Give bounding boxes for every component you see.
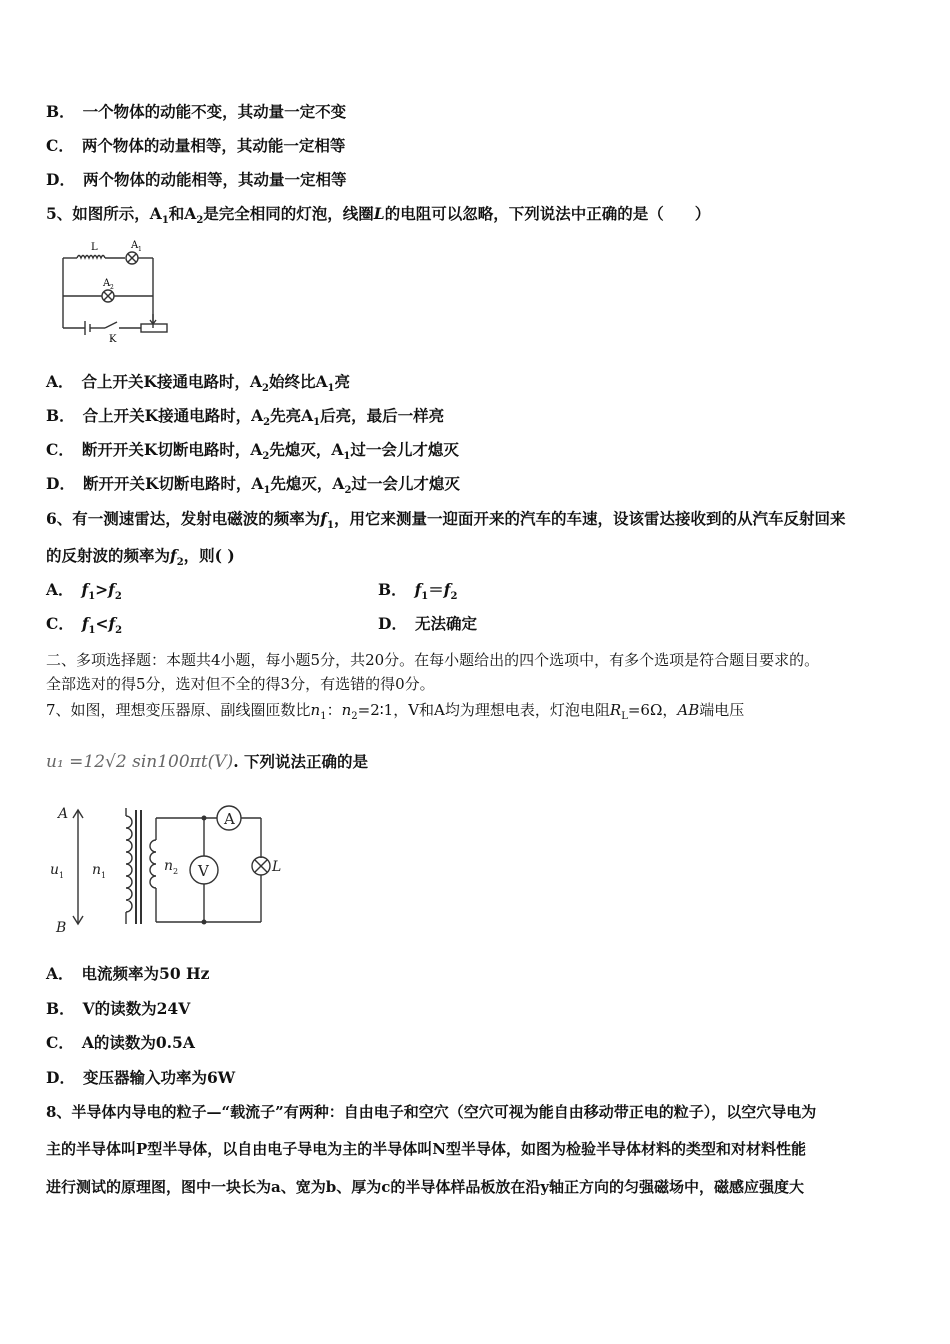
q4-option-c: C． 两个物体的动量相等，其动能一定相等 xyxy=(46,136,346,155)
lamp-label: L xyxy=(272,859,282,875)
inductor-coil xyxy=(77,256,105,259)
q7-option-d: D． 变压器输入功率为6W xyxy=(46,1068,236,1087)
svg-text:2: 2 xyxy=(173,867,179,876)
q6-option-d: D． 无法确定 xyxy=(378,614,477,633)
voltmeter-label: V xyxy=(198,862,209,880)
svg-text:1: 1 xyxy=(59,871,65,880)
q6-option-a: A． $f_1>f_2$ xyxy=(46,580,122,603)
voltage-formula: u₁ =12√2 sin100πt(V) xyxy=(46,752,234,772)
q7-option-a: A． 电流频率为50 Hz xyxy=(46,964,210,983)
q5-option-d: D． 断开开关K切断电路时，$A_1$先熄灭，$A_2$过一会儿才熄灭 xyxy=(46,474,460,497)
n1-label: n xyxy=(92,862,102,878)
q7-stem: 7、如图，理想变压器原、副线圈匝数比$n_1$：$n_2=2∶1$，V和A均为理想电表，灯泡电阻$R_L=6\Omega$，AB端电压 xyxy=(46,701,745,722)
q7-option-c: C． A的读数为0.5A xyxy=(46,1033,195,1052)
q5-option-a: A． 合上开关K接通电路时，$A_2$始终比$A_1$亮 xyxy=(46,372,351,395)
n2-label: n xyxy=(164,858,174,874)
svg-text:1: 1 xyxy=(138,246,142,253)
q4-option-d: D． 两个物体的动能相等，其动量一定相等 xyxy=(46,170,347,189)
q5-stem: 5、如图所示，$A_1$和$A_2$是完全相同的灯泡，线圈L的电阻可以忽略，下列说法中正确的是（ ） xyxy=(46,204,711,227)
q7-formula-line: u₁ =12√2 sin100πt(V). 下列说法正确的是 xyxy=(46,752,368,772)
terminal-a-label: A xyxy=(58,806,69,822)
q8-stem-line3: 进行测试的原理图，图中一块长为a、宽为b、厚为c的半导体样品板放在沿y轴正方向的匀强磁场中，磁感应强度大 xyxy=(46,1178,805,1196)
primary-coil xyxy=(126,816,132,912)
q7-transformer-diagram xyxy=(44,800,294,935)
lamp-a1-label: A xyxy=(131,240,139,251)
q5-option-b: B． 合上开关K接通电路时，$A_2$先亮$A_1$后亮，最后一样亮 xyxy=(46,406,445,429)
ammeter-label: A xyxy=(224,810,235,828)
switch-label: K xyxy=(109,334,117,345)
section2-heading-line1: 二、多项选择题：本题共4小题，每小题5分，共20分。在每小题给出的四个选项中，有多个选项是符合题目要求的。 xyxy=(46,651,820,669)
q8-stem-line2: 主的半导体叫P型半导体，以自由电子导电为主的半导体叫N型半导体，如图为检验半导体材料的类型和对材料性能 xyxy=(46,1140,806,1158)
q7-option-b: B． V的读数为24V xyxy=(46,999,191,1018)
rheostat xyxy=(141,324,167,332)
u1-label: u xyxy=(50,862,60,878)
coil-label: L xyxy=(91,242,98,253)
q6-stem-line2: 的反射波的频率为$f_2$，则( ) xyxy=(46,546,235,569)
section2-heading-line2: 全部选对的得5分，选对但不全的得3分，有选错的得0分。 xyxy=(46,675,435,693)
q5-option-c: C． 断开开关K切断电路时，$A_2$先熄灭，$A_1$过一会儿才熄灭 xyxy=(46,440,459,463)
q6-stem-line1: 6、有一测速雷达，发射电磁波的频率为$f_1$，用它来测量一迎面开来的汽车的车速，设该雷达接收到的从汽车反射回来 xyxy=(46,509,846,532)
q6-option-b: B． $f_1=f_2$ xyxy=(378,580,458,603)
q6-option-c: C． $f_1<f_2$ xyxy=(46,614,123,637)
lamp-a2-label: A xyxy=(103,278,111,289)
secondary-coil xyxy=(150,840,156,888)
q4-option-b: B． 一个物体的动能不变，其动量一定不变 xyxy=(46,102,347,121)
svg-text:2: 2 xyxy=(110,284,114,291)
terminal-b-label: B xyxy=(56,920,67,935)
switch-k xyxy=(105,322,117,328)
q5-circuit-diagram xyxy=(55,236,175,346)
svg-text:1: 1 xyxy=(101,871,107,880)
q8-stem-line1: 8、半导体内导电的粒子—“载流子”有两种：自由电子和空穴（空穴可视为能自由移动带正电的粒子），以空穴导电为 xyxy=(46,1103,817,1121)
